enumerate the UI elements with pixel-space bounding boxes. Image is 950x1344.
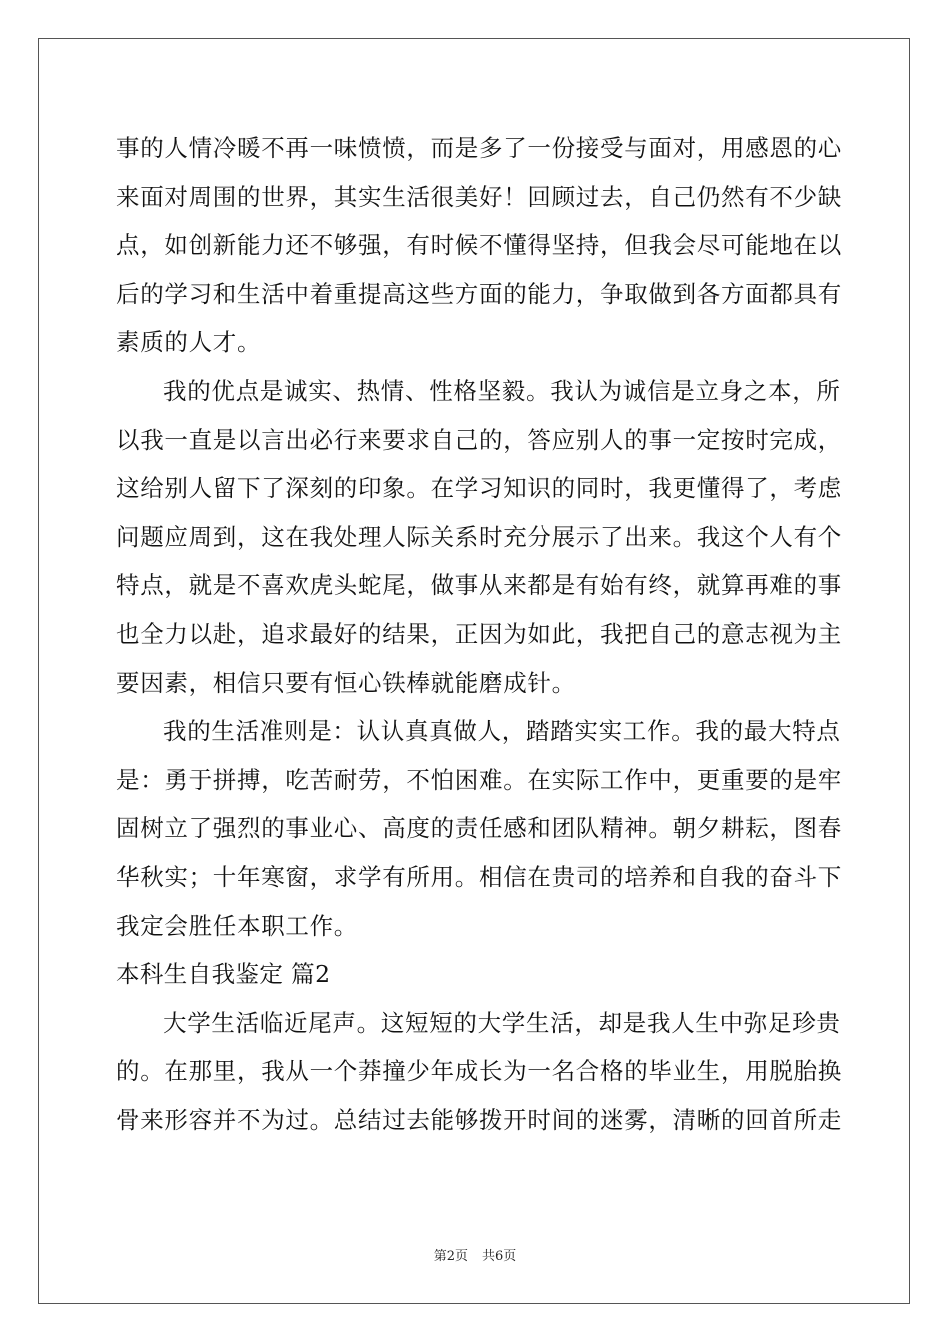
text-line: 要因素，相信只要有恒心铁棒就能磨成针。: [116, 668, 576, 697]
text-line: 来面对周围的世界，其实生活很美好！回顾过去，自己仍然有不少缺: [116, 182, 842, 211]
page-total: 共6页: [482, 1249, 517, 1264]
text-line: 特点，就是不喜欢虎头蛇尾，做事从来都是有始有终，就算再难的事: [116, 571, 842, 600]
paragraph-first-line: 我的优点是诚实、热情、性格坚毅。我认为诚信是立身之本，所: [163, 376, 841, 405]
text-line: 也全力以赴，追求最好的结果，正因为如此，我把自己的意志视为主: [116, 619, 842, 648]
text-line: 的。在那里，我从一个莽撞少年成长为一名合格的毕业生，用脱胎换: [116, 1057, 842, 1086]
text-line: 以我一直是以言出必行来要求自己的，答应别人的事一定按时完成，: [116, 425, 842, 454]
paragraph-first-line: 我的生活准则是：认认真真做人，踏踏实实工作。我的最大特点: [163, 717, 841, 746]
text-line: 点，如创新能力还不够强，有时候不懂得坚持，但我会尽可能地在以: [116, 231, 842, 260]
page-footer: [0, 1245, 950, 1264]
text-line: 是：勇于拼搏，吃苦耐劳，不怕困难。在实际工作中，更重要的是牢: [116, 765, 842, 794]
text-line: 这给别人留下了深刻的印象。在学习知识的同时，我更懂得了，考虑: [116, 474, 842, 503]
text-line: 后的学习和生活中着重提高这些方面的能力，争取做到各方面都具有: [116, 279, 842, 308]
text-line: 事的人情冷暖不再一味愤愤，而是多了一份接受与面对，用感恩的心: [116, 134, 842, 162]
text-line: 素质的人才。: [116, 328, 262, 357]
text-line: 华秋实；十年寒窗，求学有所用。相信在贵司的培养和自我的奋斗下: [116, 862, 842, 891]
page-number: 第2页: [433, 1249, 468, 1264]
document-body: [116, 124, 842, 1144]
text-line: 骨来形容并不为过。总结过去能够拨开时间的迷雾，清晰的回首所走: [116, 1105, 842, 1134]
section-heading: 本科生自我鉴定 篇2: [116, 960, 331, 989]
text-line: 问题应周到，这在我处理人际关系时充分展示了出来。我这个人有个: [116, 522, 842, 551]
paragraph-first-line: 大学生活临近尾声。这短短的大学生活，却是我人生中弥足珍贵: [163, 1008, 841, 1037]
text-line: 我定会胜任本职工作。: [116, 911, 358, 940]
text-line: 固树立了强烈的事业心、高度的责任感和团队精神。朝夕耕耘，图春: [116, 814, 842, 843]
